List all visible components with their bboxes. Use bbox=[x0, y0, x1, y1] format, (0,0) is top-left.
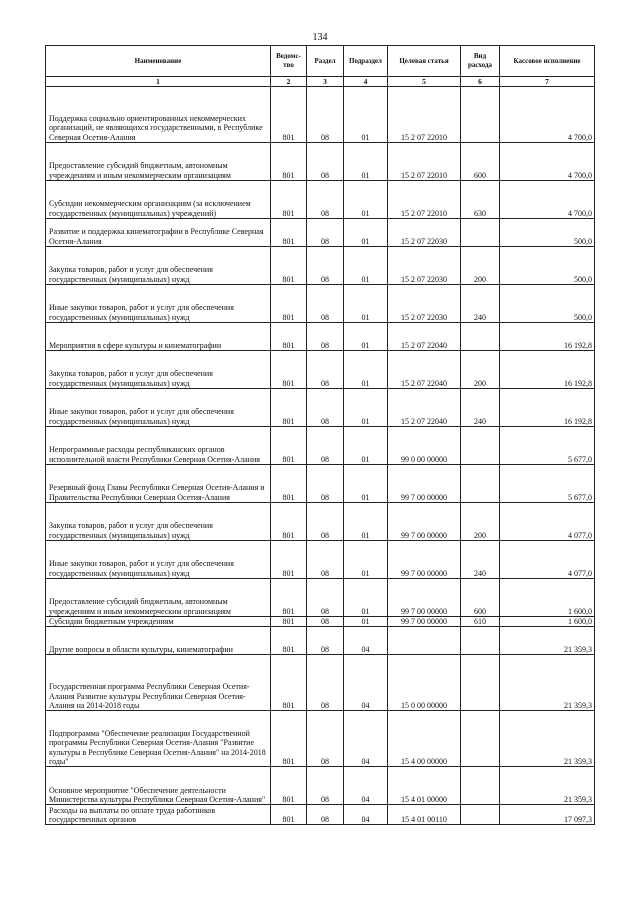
row-ministry: 801 bbox=[271, 627, 307, 655]
table-row bbox=[46, 805, 595, 825]
row-name: Государственная программа Республики Северная Осетия-Алания Развитие культуры Республики Северная Осетия-Алания на 2014-2018 годы bbox=[46, 655, 271, 711]
row-expense-type: 610 bbox=[461, 617, 500, 627]
row-target: 15 4 00 00000 bbox=[388, 711, 461, 767]
row-amount: 500,0 bbox=[500, 219, 595, 247]
table-row bbox=[46, 181, 595, 219]
table-row bbox=[46, 655, 595, 711]
row-amount: 4 077,0 bbox=[500, 503, 595, 541]
row-name: Закупка товаров, работ и услуг для обеспечения государственных (муниципальных) нужд bbox=[46, 503, 271, 541]
header-target: Целевая статья bbox=[388, 46, 461, 77]
column-number-row bbox=[46, 77, 595, 87]
row-section: 08 bbox=[307, 87, 344, 143]
row-ministry: 801 bbox=[271, 579, 307, 617]
row-name: Непрограммные расходы республиканских органов исполнительной власти Республики Северная Осетия-Алания bbox=[46, 427, 271, 465]
row-ministry: 801 bbox=[271, 503, 307, 541]
row-amount: 1 600,0 bbox=[500, 617, 595, 627]
row-section: 08 bbox=[307, 351, 344, 389]
row-ministry: 801 bbox=[271, 143, 307, 181]
table-row bbox=[46, 351, 595, 389]
row-target: 15 2 07 22010 bbox=[388, 143, 461, 181]
table-row bbox=[46, 627, 595, 655]
row-section: 08 bbox=[307, 285, 344, 323]
row-target: 15 2 07 22010 bbox=[388, 181, 461, 219]
table-row bbox=[46, 465, 595, 503]
row-name: Развитие и поддержка кинематографии в Республике Северная Осетия-Алания bbox=[46, 219, 271, 247]
row-amount: 17 097,3 bbox=[500, 805, 595, 825]
row-expense-type: 600 bbox=[461, 143, 500, 181]
header-row bbox=[46, 46, 595, 77]
row-expense-type: 240 bbox=[461, 541, 500, 579]
row-subsection: 01 bbox=[344, 143, 388, 181]
row-subsection: 01 bbox=[344, 219, 388, 247]
table-row bbox=[46, 767, 595, 805]
row-name: Субсидии бюджетным учреждениям bbox=[46, 617, 271, 627]
row-section: 08 bbox=[307, 465, 344, 503]
table-row bbox=[46, 87, 595, 143]
row-target: 99 7 00 00000 bbox=[388, 541, 461, 579]
row-amount: 16 192,8 bbox=[500, 351, 595, 389]
row-expense-type: 200 bbox=[461, 247, 500, 285]
row-amount: 500,0 bbox=[500, 247, 595, 285]
row-name: Субсидии некоммерческим организациям (за исключением государственных (муниципальных) учреждений) bbox=[46, 181, 271, 219]
row-ministry: 801 bbox=[271, 805, 307, 825]
row-target: 15 4 01 00000 bbox=[388, 767, 461, 805]
row-subsection: 04 bbox=[344, 805, 388, 825]
row-expense-type bbox=[461, 427, 500, 465]
row-name: Мероприятия в сфере культуры и кинематографии bbox=[46, 323, 271, 351]
row-expense-type: 240 bbox=[461, 285, 500, 323]
column-number: 4 bbox=[344, 77, 388, 87]
row-expense-type bbox=[461, 805, 500, 825]
row-name: Подпрограмма "Обеспечение реализации Государственной программы Республики Северная Осетия-Алания "Развитие культуры в Республике Северная Осетия-Алания" на 2014-2018 годы" bbox=[46, 711, 271, 767]
row-amount: 4 700,0 bbox=[500, 87, 595, 143]
table-row bbox=[46, 219, 595, 247]
row-subsection: 01 bbox=[344, 503, 388, 541]
row-subsection: 01 bbox=[344, 247, 388, 285]
row-section: 08 bbox=[307, 143, 344, 181]
row-amount: 4 077,0 bbox=[500, 541, 595, 579]
row-section: 08 bbox=[307, 323, 344, 351]
column-number: 7 bbox=[500, 77, 595, 87]
row-subsection: 01 bbox=[344, 465, 388, 503]
row-expense-type bbox=[461, 219, 500, 247]
row-name: Резервный фонд Главы Республики Северная Осетия-Алания и Правительства Республики Северная Осетия-Алания bbox=[46, 465, 271, 503]
row-subsection: 01 bbox=[344, 87, 388, 143]
row-amount: 16 192,8 bbox=[500, 389, 595, 427]
row-expense-type bbox=[461, 655, 500, 711]
row-subsection: 04 bbox=[344, 767, 388, 805]
row-section: 08 bbox=[307, 579, 344, 617]
row-name: Поддержка социально ориентированных некоммерческих организаций, не являющихся государственными, в Республике Северная Осетия-Алания bbox=[46, 87, 271, 143]
row-ministry: 801 bbox=[271, 285, 307, 323]
row-ministry: 801 bbox=[271, 351, 307, 389]
row-target: 15 2 07 22010 bbox=[388, 87, 461, 143]
row-name: Иные закупки товаров, работ и услуг для обеспечения государственных (муниципальных) нужд bbox=[46, 285, 271, 323]
row-target: 15 2 07 22040 bbox=[388, 389, 461, 427]
row-ministry: 801 bbox=[271, 181, 307, 219]
row-expense-type bbox=[461, 711, 500, 767]
column-number: 6 bbox=[461, 77, 500, 87]
row-ministry: 801 bbox=[271, 389, 307, 427]
row-expense-type: 200 bbox=[461, 351, 500, 389]
row-expense-type: 200 bbox=[461, 503, 500, 541]
header-cash: Кассовое исполнение bbox=[500, 46, 595, 77]
table-row bbox=[46, 143, 595, 181]
row-subsection: 01 bbox=[344, 323, 388, 351]
row-name: Иные закупки товаров, работ и услуг для обеспечения государственных (муниципальных) нужд bbox=[46, 389, 271, 427]
row-section: 08 bbox=[307, 655, 344, 711]
row-target: 15 2 07 22030 bbox=[388, 219, 461, 247]
table-row bbox=[46, 285, 595, 323]
row-target: 99 7 00 00000 bbox=[388, 617, 461, 627]
row-amount: 5 677,0 bbox=[500, 427, 595, 465]
row-ministry: 801 bbox=[271, 711, 307, 767]
row-ministry: 801 bbox=[271, 87, 307, 143]
row-target: 15 0 00 00000 bbox=[388, 655, 461, 711]
row-section: 08 bbox=[307, 541, 344, 579]
row-ministry: 801 bbox=[271, 465, 307, 503]
table-row bbox=[46, 711, 595, 767]
row-ministry: 801 bbox=[271, 247, 307, 285]
row-expense-type bbox=[461, 87, 500, 143]
row-section: 08 bbox=[307, 617, 344, 627]
row-name: Другие вопросы в области культуры, кинематографии bbox=[46, 627, 271, 655]
row-section: 08 bbox=[307, 711, 344, 767]
row-section: 08 bbox=[307, 627, 344, 655]
row-target: 99 7 00 00000 bbox=[388, 503, 461, 541]
row-subsection: 04 bbox=[344, 655, 388, 711]
table-row bbox=[46, 247, 595, 285]
budget-table bbox=[45, 45, 595, 825]
row-subsection: 01 bbox=[344, 389, 388, 427]
row-amount: 21 359,3 bbox=[500, 767, 595, 805]
table-body bbox=[46, 87, 595, 825]
column-number: 1 bbox=[46, 77, 271, 87]
row-section: 08 bbox=[307, 247, 344, 285]
row-amount: 16 192,8 bbox=[500, 323, 595, 351]
header-subsection: Подраздел bbox=[344, 46, 388, 77]
row-expense-type bbox=[461, 627, 500, 655]
row-ministry: 801 bbox=[271, 541, 307, 579]
row-target: 99 7 00 00000 bbox=[388, 465, 461, 503]
table-row bbox=[46, 579, 595, 617]
row-expense-type bbox=[461, 767, 500, 805]
row-target: 15 2 07 22030 bbox=[388, 285, 461, 323]
row-amount: 21 359,3 bbox=[500, 655, 595, 711]
row-amount: 500,0 bbox=[500, 285, 595, 323]
table-row bbox=[46, 503, 595, 541]
row-subsection: 01 bbox=[344, 617, 388, 627]
row-expense-type bbox=[461, 323, 500, 351]
page-number: 134 bbox=[312, 32, 328, 43]
column-number: 5 bbox=[388, 77, 461, 87]
row-ministry: 801 bbox=[271, 617, 307, 627]
table-row bbox=[46, 541, 595, 579]
table-row bbox=[46, 617, 595, 627]
row-target: 99 0 00 00000 bbox=[388, 427, 461, 465]
header-expense-type: Вид расхода bbox=[461, 46, 500, 77]
row-target: 15 2 07 22030 bbox=[388, 247, 461, 285]
column-number: 2 bbox=[271, 77, 307, 87]
row-name: Предоставление субсидий бюджетным, автономным учреждениям и иным некоммерческим организациям bbox=[46, 579, 271, 617]
row-expense-type: 630 bbox=[461, 181, 500, 219]
row-target: 15 4 01 00110 bbox=[388, 805, 461, 825]
row-ministry: 801 bbox=[271, 427, 307, 465]
header-name: Наименование bbox=[46, 46, 271, 77]
row-target: 15 2 07 22040 bbox=[388, 323, 461, 351]
row-subsection: 01 bbox=[344, 181, 388, 219]
row-ministry: 801 bbox=[271, 323, 307, 351]
row-subsection: 01 bbox=[344, 351, 388, 389]
row-amount: 21 359,3 bbox=[500, 711, 595, 767]
row-name: Закупка товаров, работ и услуг для обеспечения государственных (муниципальных) нужд bbox=[46, 351, 271, 389]
row-amount: 4 700,0 bbox=[500, 143, 595, 181]
row-subsection: 01 bbox=[344, 427, 388, 465]
row-subsection: 04 bbox=[344, 711, 388, 767]
row-subsection: 01 bbox=[344, 285, 388, 323]
row-name: Расходы на выплаты по оплате труда работников государственных органов bbox=[46, 805, 271, 825]
row-subsection: 01 bbox=[344, 541, 388, 579]
row-section: 08 bbox=[307, 219, 344, 247]
row-ministry: 801 bbox=[271, 219, 307, 247]
row-target: 15 2 07 22040 bbox=[388, 351, 461, 389]
row-ministry: 801 bbox=[271, 655, 307, 711]
row-section: 08 bbox=[307, 181, 344, 219]
row-amount: 4 700,0 bbox=[500, 181, 595, 219]
table-row bbox=[46, 389, 595, 427]
header-ministry: Ведомс-тво bbox=[271, 46, 307, 77]
row-section: 08 bbox=[307, 427, 344, 465]
row-subsection: 01 bbox=[344, 579, 388, 617]
row-target: 99 7 00 00000 bbox=[388, 579, 461, 617]
row-section: 08 bbox=[307, 389, 344, 427]
row-name: Закупка товаров, работ и услуг для обеспечения государственных (муниципальных) нужд bbox=[46, 247, 271, 285]
header-section: Раздел bbox=[307, 46, 344, 77]
row-amount: 5 677,0 bbox=[500, 465, 595, 503]
row-ministry: 801 bbox=[271, 767, 307, 805]
row-section: 08 bbox=[307, 503, 344, 541]
row-amount: 21 359,3 bbox=[500, 627, 595, 655]
row-name: Иные закупки товаров, работ и услуг для обеспечения государственных (муниципальных) нужд bbox=[46, 541, 271, 579]
row-section: 08 bbox=[307, 805, 344, 825]
row-expense-type: 600 bbox=[461, 579, 500, 617]
row-section: 08 bbox=[307, 767, 344, 805]
table-row bbox=[46, 427, 595, 465]
row-name: Предоставление субсидий бюджетным, автономным учреждениям и иным некоммерческим организациям bbox=[46, 143, 271, 181]
row-target bbox=[388, 627, 461, 655]
row-expense-type bbox=[461, 465, 500, 503]
row-subsection: 04 bbox=[344, 627, 388, 655]
column-number: 3 bbox=[307, 77, 344, 87]
row-amount: 1 600,0 bbox=[500, 579, 595, 617]
table-row bbox=[46, 323, 595, 351]
row-name: Основное мероприятие "Обеспечение деятельности Министерства культуры Республики Северная Осетия-Алания" bbox=[46, 767, 271, 805]
row-expense-type: 240 bbox=[461, 389, 500, 427]
